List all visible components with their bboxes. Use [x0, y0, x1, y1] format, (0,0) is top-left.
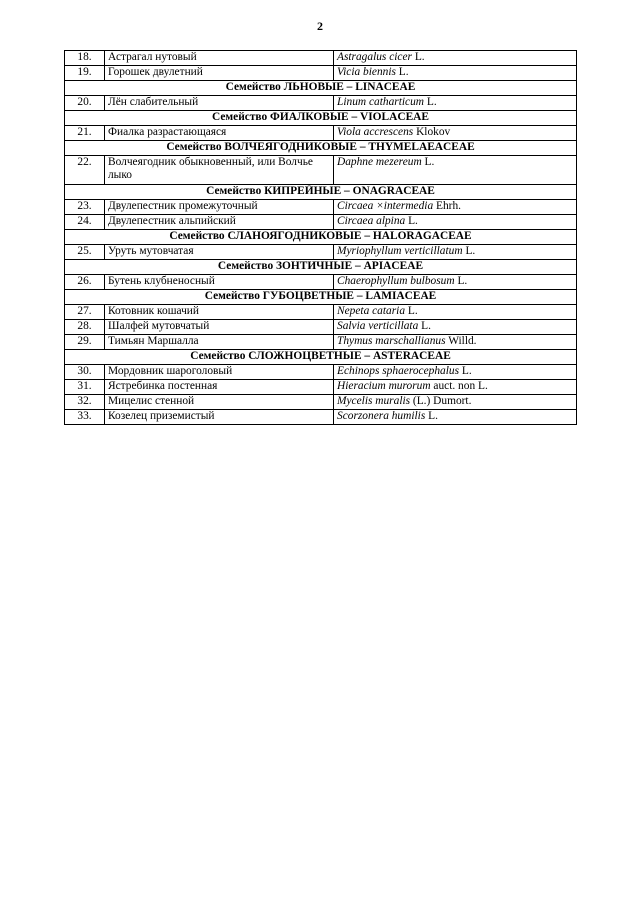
species-russian-name: Тимьян Маршалла	[105, 335, 334, 350]
species-number: 22.	[65, 156, 105, 185]
species-author: L.	[462, 245, 476, 257]
species-latin-cell	[334, 156, 577, 185]
species-latin-name: Viola accrescens	[337, 126, 414, 138]
species-latin-cell	[334, 51, 577, 66]
species-row	[65, 245, 577, 260]
species-number: 28.	[65, 320, 105, 335]
family-header-row	[65, 290, 577, 305]
family-header-row	[65, 230, 577, 245]
species-latin-cell	[334, 96, 577, 111]
species-latin-cell	[334, 365, 577, 380]
species-latin-name: Salvia verticillata	[337, 320, 419, 332]
species-latin-cell	[334, 200, 577, 215]
species-author: auct. non L.	[430, 380, 488, 392]
family-header: Семейство СЛОЖНОЦВЕТНЫЕ – ASTERACEAE	[65, 350, 577, 365]
species-author: (L.) Dumort.	[410, 395, 472, 407]
species-row	[65, 275, 577, 290]
species-latin-name: Hieracium murorum	[337, 380, 431, 392]
page-number: 2	[317, 19, 323, 33]
species-latin-cell	[334, 380, 577, 395]
species-latin-name: Nepeta cataria	[337, 305, 406, 317]
species-russian-name: Волчеягодник обыкновенный, или Волчье лыко	[105, 156, 334, 185]
species-author: L.	[425, 410, 438, 422]
species-row	[65, 200, 577, 215]
species-row	[65, 215, 577, 230]
species-russian-name: Мицелис стенной	[105, 395, 334, 410]
species-latin-cell	[334, 215, 577, 230]
species-russian-name: Мордовник шароголовый	[105, 365, 334, 380]
species-latin-name: Thymus marschallianus	[337, 335, 446, 347]
family-header: Семейство ВОЛЧЕЯГОДНИКОВЫЕ – THYMELAEACEAE	[65, 141, 577, 156]
family-header-row	[65, 260, 577, 275]
species-author: L.	[421, 156, 435, 168]
species-russian-name: Ястребинка постенная	[105, 380, 334, 395]
species-number: 19.	[65, 66, 105, 81]
species-latin-cell	[334, 410, 577, 425]
family-header-row	[65, 185, 577, 200]
species-russian-name: Шалфей мутовчатый	[105, 320, 334, 335]
species-russian-name: Астрагал нутовый	[105, 51, 334, 66]
family-header-row	[65, 81, 577, 96]
species-latin-cell	[334, 66, 577, 81]
species-number: 25.	[65, 245, 105, 260]
species-row	[65, 320, 577, 335]
species-row	[65, 156, 577, 185]
species-latin-name: Echinops sphaerocephalus	[337, 365, 460, 377]
species-latin-name: Scorzonera humilis	[337, 410, 426, 422]
family-header-row	[65, 141, 577, 156]
family-header: Семейство ЗОНТИЧНЫЕ – APIACEAE	[65, 260, 577, 275]
species-number: 26.	[65, 275, 105, 290]
species-author: L.	[424, 96, 437, 108]
species-russian-name: Фиалка разрастающаяся	[105, 126, 334, 141]
species-author: L.	[411, 51, 425, 63]
species-author: Klokov	[413, 126, 451, 138]
family-header-row	[65, 111, 577, 126]
species-latin-name: Circaea ×intermedia	[337, 200, 434, 212]
species-latin-cell	[334, 335, 577, 350]
species-number: 23.	[65, 200, 105, 215]
species-latin-cell	[334, 275, 577, 290]
species-number: 18.	[65, 51, 105, 66]
family-header: Семейство КИПРЕЙНЫЕ – ONAGRACEAE	[65, 185, 577, 200]
species-number: 32.	[65, 395, 105, 410]
species-author: Ehrh.	[433, 200, 462, 212]
species-russian-name: Котовник кошачий	[105, 305, 334, 320]
species-row	[65, 96, 577, 111]
species-latin-name: Vicia biennis	[337, 66, 396, 78]
species-author: Willd.	[445, 335, 477, 347]
species-row	[65, 335, 577, 350]
species-russian-name: Бутень клубненосный	[105, 275, 334, 290]
species-number: 24.	[65, 215, 105, 230]
species-latin-cell	[334, 395, 577, 410]
species-row	[65, 365, 577, 380]
species-russian-name: Уруть мутовчатая	[105, 245, 334, 260]
species-russian-name: Козелец приземистый	[105, 410, 334, 425]
species-russian-name: Горошек двулетний	[105, 66, 334, 81]
species-latin-cell	[334, 245, 577, 260]
species-number: 27.	[65, 305, 105, 320]
species-table	[64, 50, 577, 425]
species-author: L.	[405, 215, 418, 227]
species-number: 33.	[65, 410, 105, 425]
species-russian-name: Двулепестник альпийский	[105, 215, 334, 230]
species-row	[65, 305, 577, 320]
species-author: L.	[454, 275, 468, 287]
species-latin-name: Chaerophyllum bulbosum	[337, 275, 455, 287]
species-row	[65, 66, 577, 81]
species-number: 21.	[65, 126, 105, 141]
species-number: 20.	[65, 96, 105, 111]
species-row	[65, 380, 577, 395]
species-row	[65, 395, 577, 410]
species-number: 30.	[65, 365, 105, 380]
species-author: L.	[395, 66, 409, 78]
species-table-body	[65, 51, 577, 425]
species-row	[65, 126, 577, 141]
species-author: L.	[418, 320, 431, 332]
species-number: 29.	[65, 335, 105, 350]
family-header: Семейство ЛЬНОВЫЕ – LINACEAE	[65, 81, 577, 96]
family-header: Семейство СЛАНОЯГОДНИКОВЫЕ – HALORAGACEAE	[65, 230, 577, 245]
species-row	[65, 410, 577, 425]
species-latin-name: Astragalus cicer	[337, 51, 412, 63]
species-author: L.	[459, 365, 472, 377]
family-header-row	[65, 350, 577, 365]
species-latin-name: Circaea alpina	[337, 215, 406, 227]
species-russian-name: Лён слабительный	[105, 96, 334, 111]
species-latin-cell	[334, 305, 577, 320]
species-latin-name: Mycelis muralis	[337, 395, 411, 407]
species-russian-name: Двулепестник промежуточный	[105, 200, 334, 215]
species-number: 31.	[65, 380, 105, 395]
family-header: Семейство ФИАЛКОВЫЕ – VIOLACEAE	[65, 111, 577, 126]
species-latin-name: Linum catharticum	[337, 96, 425, 108]
species-latin-cell	[334, 126, 577, 141]
species-row	[65, 51, 577, 66]
species-latin-name: Myriophyllum verticillatum	[337, 245, 463, 257]
species-latin-cell	[334, 320, 577, 335]
family-header: Семейство ГУБОЦВЕТНЫЕ – LAMIACEAE	[65, 290, 577, 305]
species-author: L.	[405, 305, 418, 317]
species-latin-name: Daphne mezereum	[337, 156, 422, 168]
